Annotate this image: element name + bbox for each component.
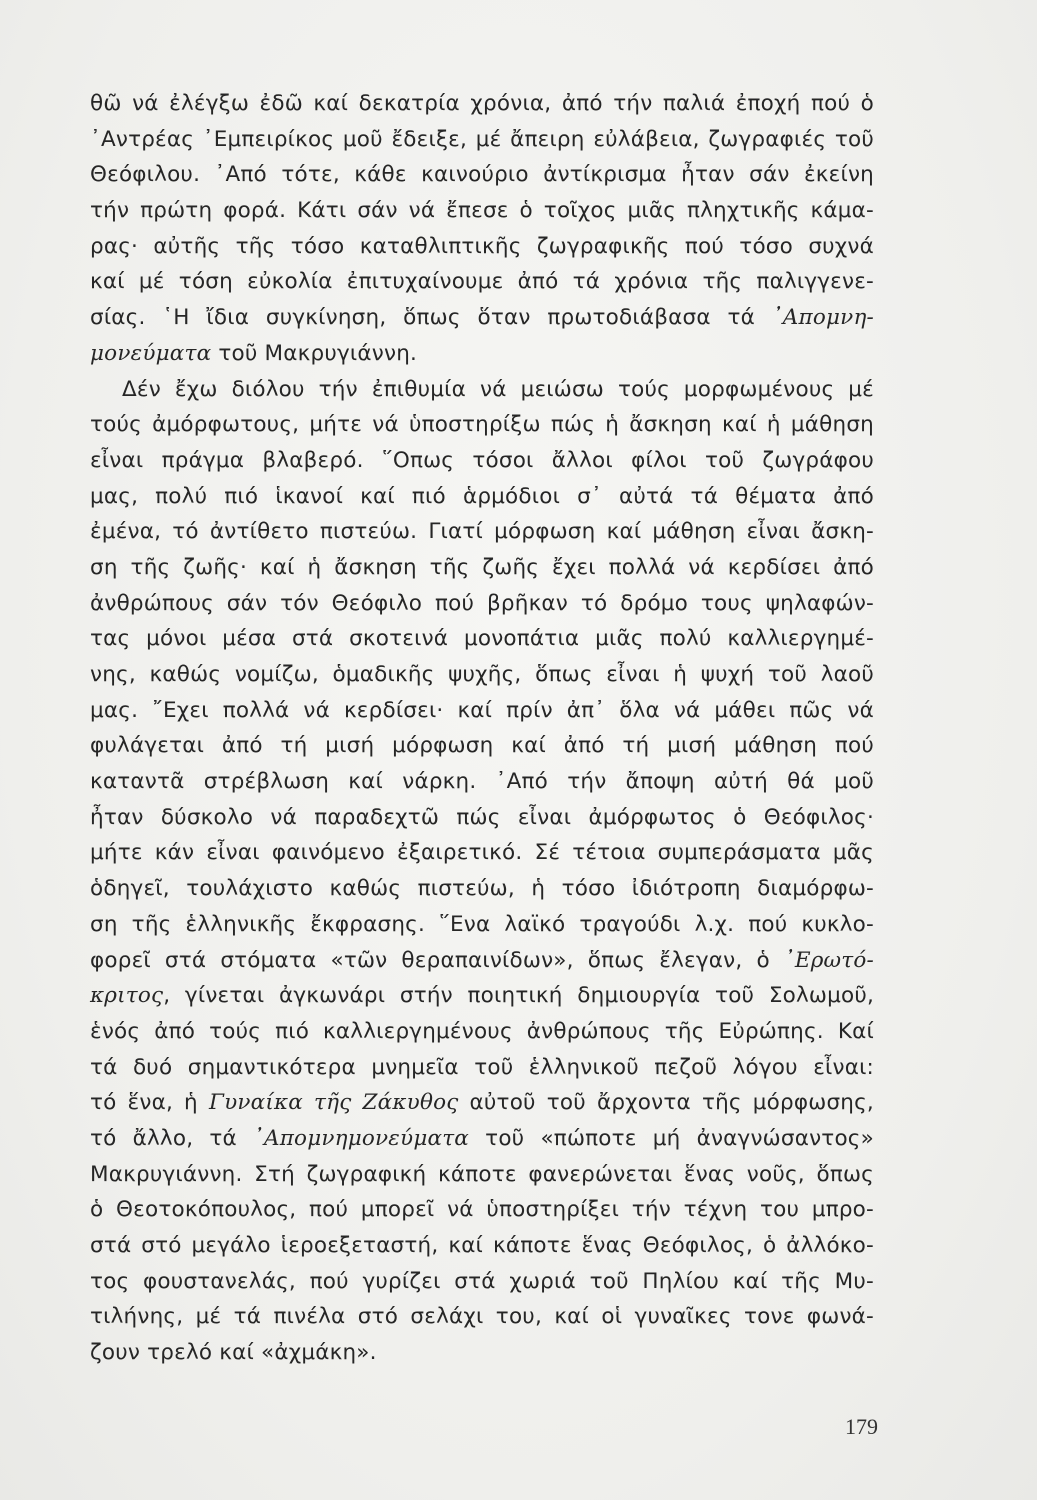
text-line: τας μόνοι μέσα στά σκοτεινά μονοπάτια μιᾶς πολύ καλλιεργημέ- (90, 626, 874, 652)
text-line: μήτε κάν εἶναι φαινόμενο ἐξαιρετικό. Σέ τέτοια συμπεράσματα μᾶς (90, 840, 874, 866)
text-line: καταντᾶ στρέβλωση καί νάρκη. ᾿Από τήν ἄποψη αὐτή θά μοῦ (90, 769, 874, 795)
text-line: Μακρυγιάννη. Στή ζωγραφική κάποτε φανερώνεται ἕνας νοῦς, ὅπως (90, 1161, 874, 1187)
text-segment: σίας. ῾Η ἴδια συγκίνηση, ὅπως ὅταν πρωτοδιάβασα τά (90, 305, 756, 331)
text-line (90, 1121, 874, 1157)
text-line: ση τῆς ἑλληνικῆς ἔκφρασης. ῞Ενα λαϊκό τραγούδι λ.χ. πού κυκλο- (90, 911, 874, 937)
italic-title: ᾿Ερωτό- (783, 947, 874, 973)
text-line: θῶ νά ἐλέγξω ἐδῶ καί δεκατρία χρόνια, ἀπό τήν παλιά ἐποχή πού ὁ (90, 91, 874, 116)
text-line: στά στό μεγάλο ἱεροεξεταστή, καί κάποτε ἕνας Θεόφιλος, ὁ ἀλλόκο- (90, 1233, 874, 1258)
text-segment: αὐτοῦ τοῦ ἄρχοντα τῆς μόρφωσης, (469, 1090, 874, 1116)
paragraph-first-line: Δέν ἔχω διόλου τήν ἐπιθυμία νά μειώσω τούς μορφωμένους μέ (122, 376, 874, 402)
text-segment: τό ἕνα, ἡ (90, 1090, 198, 1116)
text-line: ὁδηγεῖ, τουλάχιστο καθώς πιστεύω, ἡ τόσο ἰδιότροπη διαμόρφω- (90, 876, 874, 902)
text-segment: τοῦ «πώποτε μή ἀναγνώσαντος» (485, 1125, 874, 1151)
text-line: ἐμένα, τό ἀντίθετο πιστεύω. Γιατί μόρφωση καί μάθηση εἶναι ἄσκη- (90, 519, 874, 545)
text-segment: φορεῖ στά στόματα «τῶν θεραπαινίδων», ὅπως ἔλεγαν, ὁ (90, 947, 770, 973)
italic-title: κριτος (90, 983, 164, 1009)
text-line (90, 300, 874, 336)
text-line (90, 978, 874, 1014)
body-text (90, 86, 874, 1371)
text-line: ρας· αὐτῆς τῆς τόσο καταθλιπτικῆς ζωγραφικῆς πού τόσο συχνά (90, 233, 874, 259)
text-line: τούς ἀμόρφωτους, μήτε νά ὑποστηρίξω πώς ἡ ἄσκηση καί ἡ μάθηση (90, 412, 874, 438)
text-line (90, 943, 874, 979)
italic-title: ᾿Απομνημονεύματα (253, 1125, 470, 1151)
italic-title: Γυναίκα τῆς Ζάκυθος (208, 1090, 459, 1116)
text-line: νης, καθώς νομίζω, ὁμαδικῆς ψυχῆς, ὅπως εἶναι ἡ ψυχή τοῦ λαοῦ (90, 662, 874, 687)
text-line: ὁ Θεοτοκόπουλος, πού μπορεῖ νά ὑποστηρίξει τήν τέχνη του μπρο- (90, 1197, 874, 1223)
text-line: ση τῆς ζωῆς· καί ἡ ἄσκηση τῆς ζωῆς ἔχει πολλά νά κερδίσει ἀπό (90, 554, 874, 580)
text-line: τά δυό σημαντικότερα μνημεῖα τοῦ ἑλληνικοῦ πεζοῦ λόγου εἶναι: (90, 1054, 874, 1080)
text-line: ἑνός ἀπό τούς πιό καλλιεργημένους ἀνθρώπους τῆς Εὐρώπης. Καί (90, 1018, 874, 1044)
text-segment: , γίνεται ἀγκωνάρι στήν ποιητική δημιουργία τοῦ Σολωμοῦ, (163, 983, 874, 1009)
text-segment: τοῦ Μακρυγιάννη. (211, 340, 418, 366)
text-line: φυλάγεται ἀπό τή μισή μόρφωση καί ἀπό τή μισή μάθηση πού (90, 733, 874, 759)
text-line: τος φουστανελάς, πού γυρίζει στά χωριά τοῦ Πηλίου καί τῆς Μυ- (90, 1268, 874, 1294)
text-line (90, 1085, 874, 1121)
text-line: ἦταν δύσκολο νά παραδεχτῶ πώς εἶναι ἀμόρφωτος ὁ Θεόφιλος· (90, 804, 874, 830)
text-line: εἶναι πράγμα βλαβερό. ῞Οπως τόσοι ἄλλοι φίλοι τοῦ ζωγράφου (90, 447, 874, 473)
text-segment: τό ἄλλο, τά (90, 1125, 237, 1151)
text-line: μας, πολύ πιό ἱκανοί καί πιό ἁρμόδιοι σ᾿ αὐτά τά θέματα ἀπό (90, 483, 874, 509)
text-line: μας. ῎Εχει πολλά νά κερδίσει· καί πρίν ἀπ᾿ ὅλα νά μάθει πῶς νά (90, 697, 874, 723)
text-line: καί μέ τόση εὐκολία ἐπιτυχαίνουμε ἀπό τά χρόνια τῆς παλιγγενε- (90, 269, 874, 295)
italic-title: ᾿Απομνη- (771, 305, 874, 331)
italic-title: μονεύματα (90, 340, 212, 366)
text-line: ᾿Αντρέας ᾿Εμπειρίκος μοῦ ἔδειξε, μέ ἄπειρη εὐλάβεια, ζωγραφιές τοῦ (90, 126, 874, 152)
text-line (90, 336, 874, 372)
text-line: Θεόφιλου. ᾿Από τότε, κάθε καινούριο ἀντίκρισμα ἦταν σάν ἐκείνη (90, 162, 874, 188)
page-number: 179 (845, 1414, 878, 1439)
text-line: ἀνθρώπους σάν τόν Θεόφιλο πού βρῆκαν τό δρόμο τους ψηλαφών- (90, 590, 874, 616)
text-line: τιλήνης, μέ τά πινέλα στό σελάχι του, καί οἱ γυναῖκες τονε φωνά- (90, 1304, 874, 1330)
text-line: ζουν τρελό καί «ἀχμάκη». (90, 1340, 377, 1366)
text-line: τήν πρώτη φορά. Κάτι σάν νά ἔπεσε ὁ τοῖχος μιᾶς πληχτικῆς κάμα- (90, 198, 874, 224)
